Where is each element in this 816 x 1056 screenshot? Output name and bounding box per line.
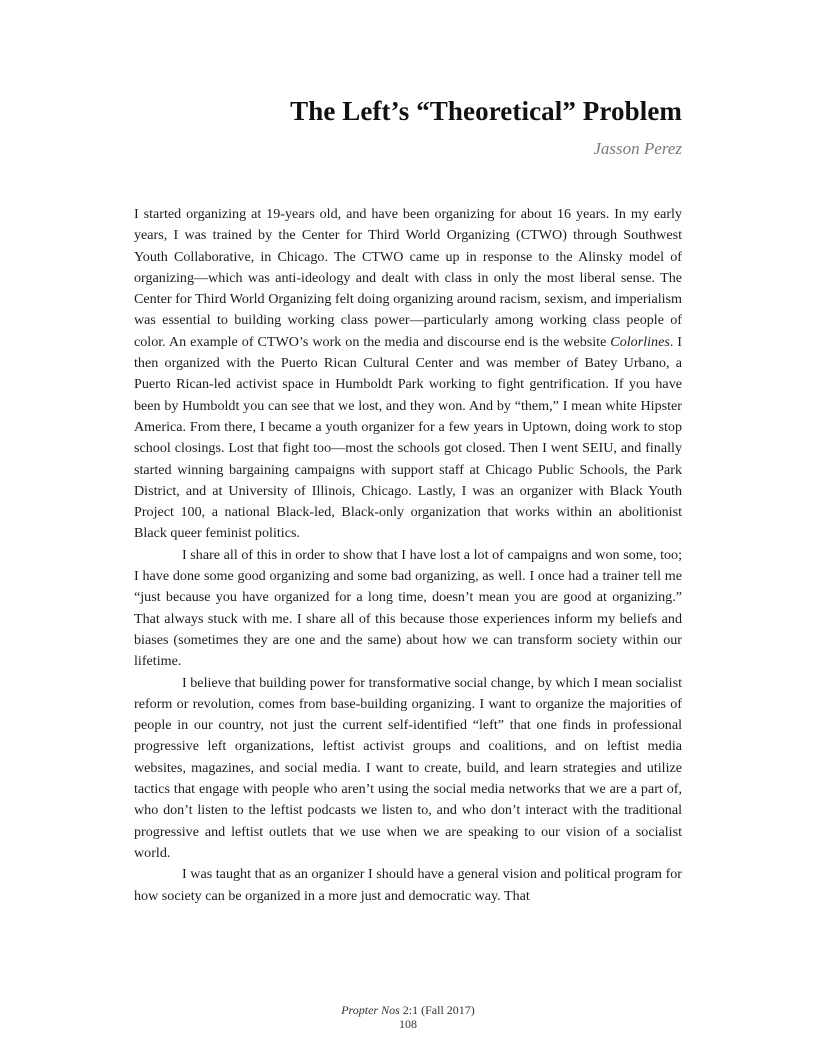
paragraph-text: . I then organized with the Puerto Rican Cultural Center and was member of Batey Urbano, a Puerto Rican-led activist space in Humboldt Park working to fight gentrification. If you have been by Humboldt you can see that we lost, and they won. And by “them,” I mean white Hipster America. From there, I became a youth organizer for a few years in Uptown, doing work to stop school closings. Lost that fight too—most the schools got closed. Then I went SEIU, and finally started winning bargaining campaigns with support staff at Chicago Public Schools, the Park District, and at University of Illinois, Chicago. Lastly, I was an organizer with Black Youth Project 100, a national Black-led, Black-only organization that works within an abolitionist Black queer feminist politics. — [134, 333, 682, 542]
article-author: Jasson Perez — [593, 139, 682, 158]
body-paragraph — [134, 545, 682, 673]
body-paragraph — [134, 673, 682, 865]
footer-journal-name: Propter Nos — [341, 1003, 400, 1017]
page-number: 108 — [399, 1017, 417, 1031]
document-page — [134, 0, 682, 1056]
footer-issue: 2:1 (Fall 2017) — [399, 1003, 475, 1017]
paragraph-text: I share all of this in order to show that I have lost a lot of campaigns and won some, too; I have done some good organizing and some bad organizing, as well. I once had a trainer tell me “just because you have organized for a long time, doesn’t mean you are good at organizing.” That always stuck with me. I share all of this because those experiences inform my beliefs and biases (sometimes they are one and the same) about how we can transform society within our lifetime. — [134, 546, 682, 670]
body-paragraph — [134, 864, 682, 907]
body-paragraph — [134, 204, 682, 545]
italic-text: Colorlines — [610, 333, 670, 350]
paragraph-text: I was taught that as an organizer I should have a general vision and political program for how society can be organized in a more just and democratic way. That — [134, 866, 682, 904]
paragraph-text: I believe that building power for transformative social change, by which I mean socialist reform or revolution, comes from base-building organizing. I want to organize the majorities of people in our country, not just the current self-identified “left” that one finds in professional progressive left organizations, leftist activist groups and coalitions, and on leftist media websites, magazines, and social media. I want to create, build, and learn strategies and utilize tactics that engage with people who aren’t using the social media networks that we are a part of, who don’t listen to the leftist podcasts we listen to, and who don’t interact with the traditional progressive and leftist outlets that we use when we are speaking to our vision of a socialist world. — [134, 674, 682, 861]
paragraph-text: I started organizing at 19-years old, and have been organizing for about 16 years. In my early years, I was trained by the Center for Third World Organizing (CTWO) through Southwest Youth Collaborative, in Chicago. The CTWO came up in response to the Alinsky model of organizing—which was anti-ideology and dealt with class in only the most liberal sense. The Center for Third World Organizing felt doing organizing around racism, sexism, and imperialism was essential to building working class power—particularly among working class people of color. An example of CTWO’s work on the media and discourse end is the website — [134, 206, 682, 350]
page-footer — [134, 1003, 682, 1031]
article-body — [134, 204, 682, 907]
article-title: The Left’s “Theoretical” Problem — [290, 96, 682, 126]
